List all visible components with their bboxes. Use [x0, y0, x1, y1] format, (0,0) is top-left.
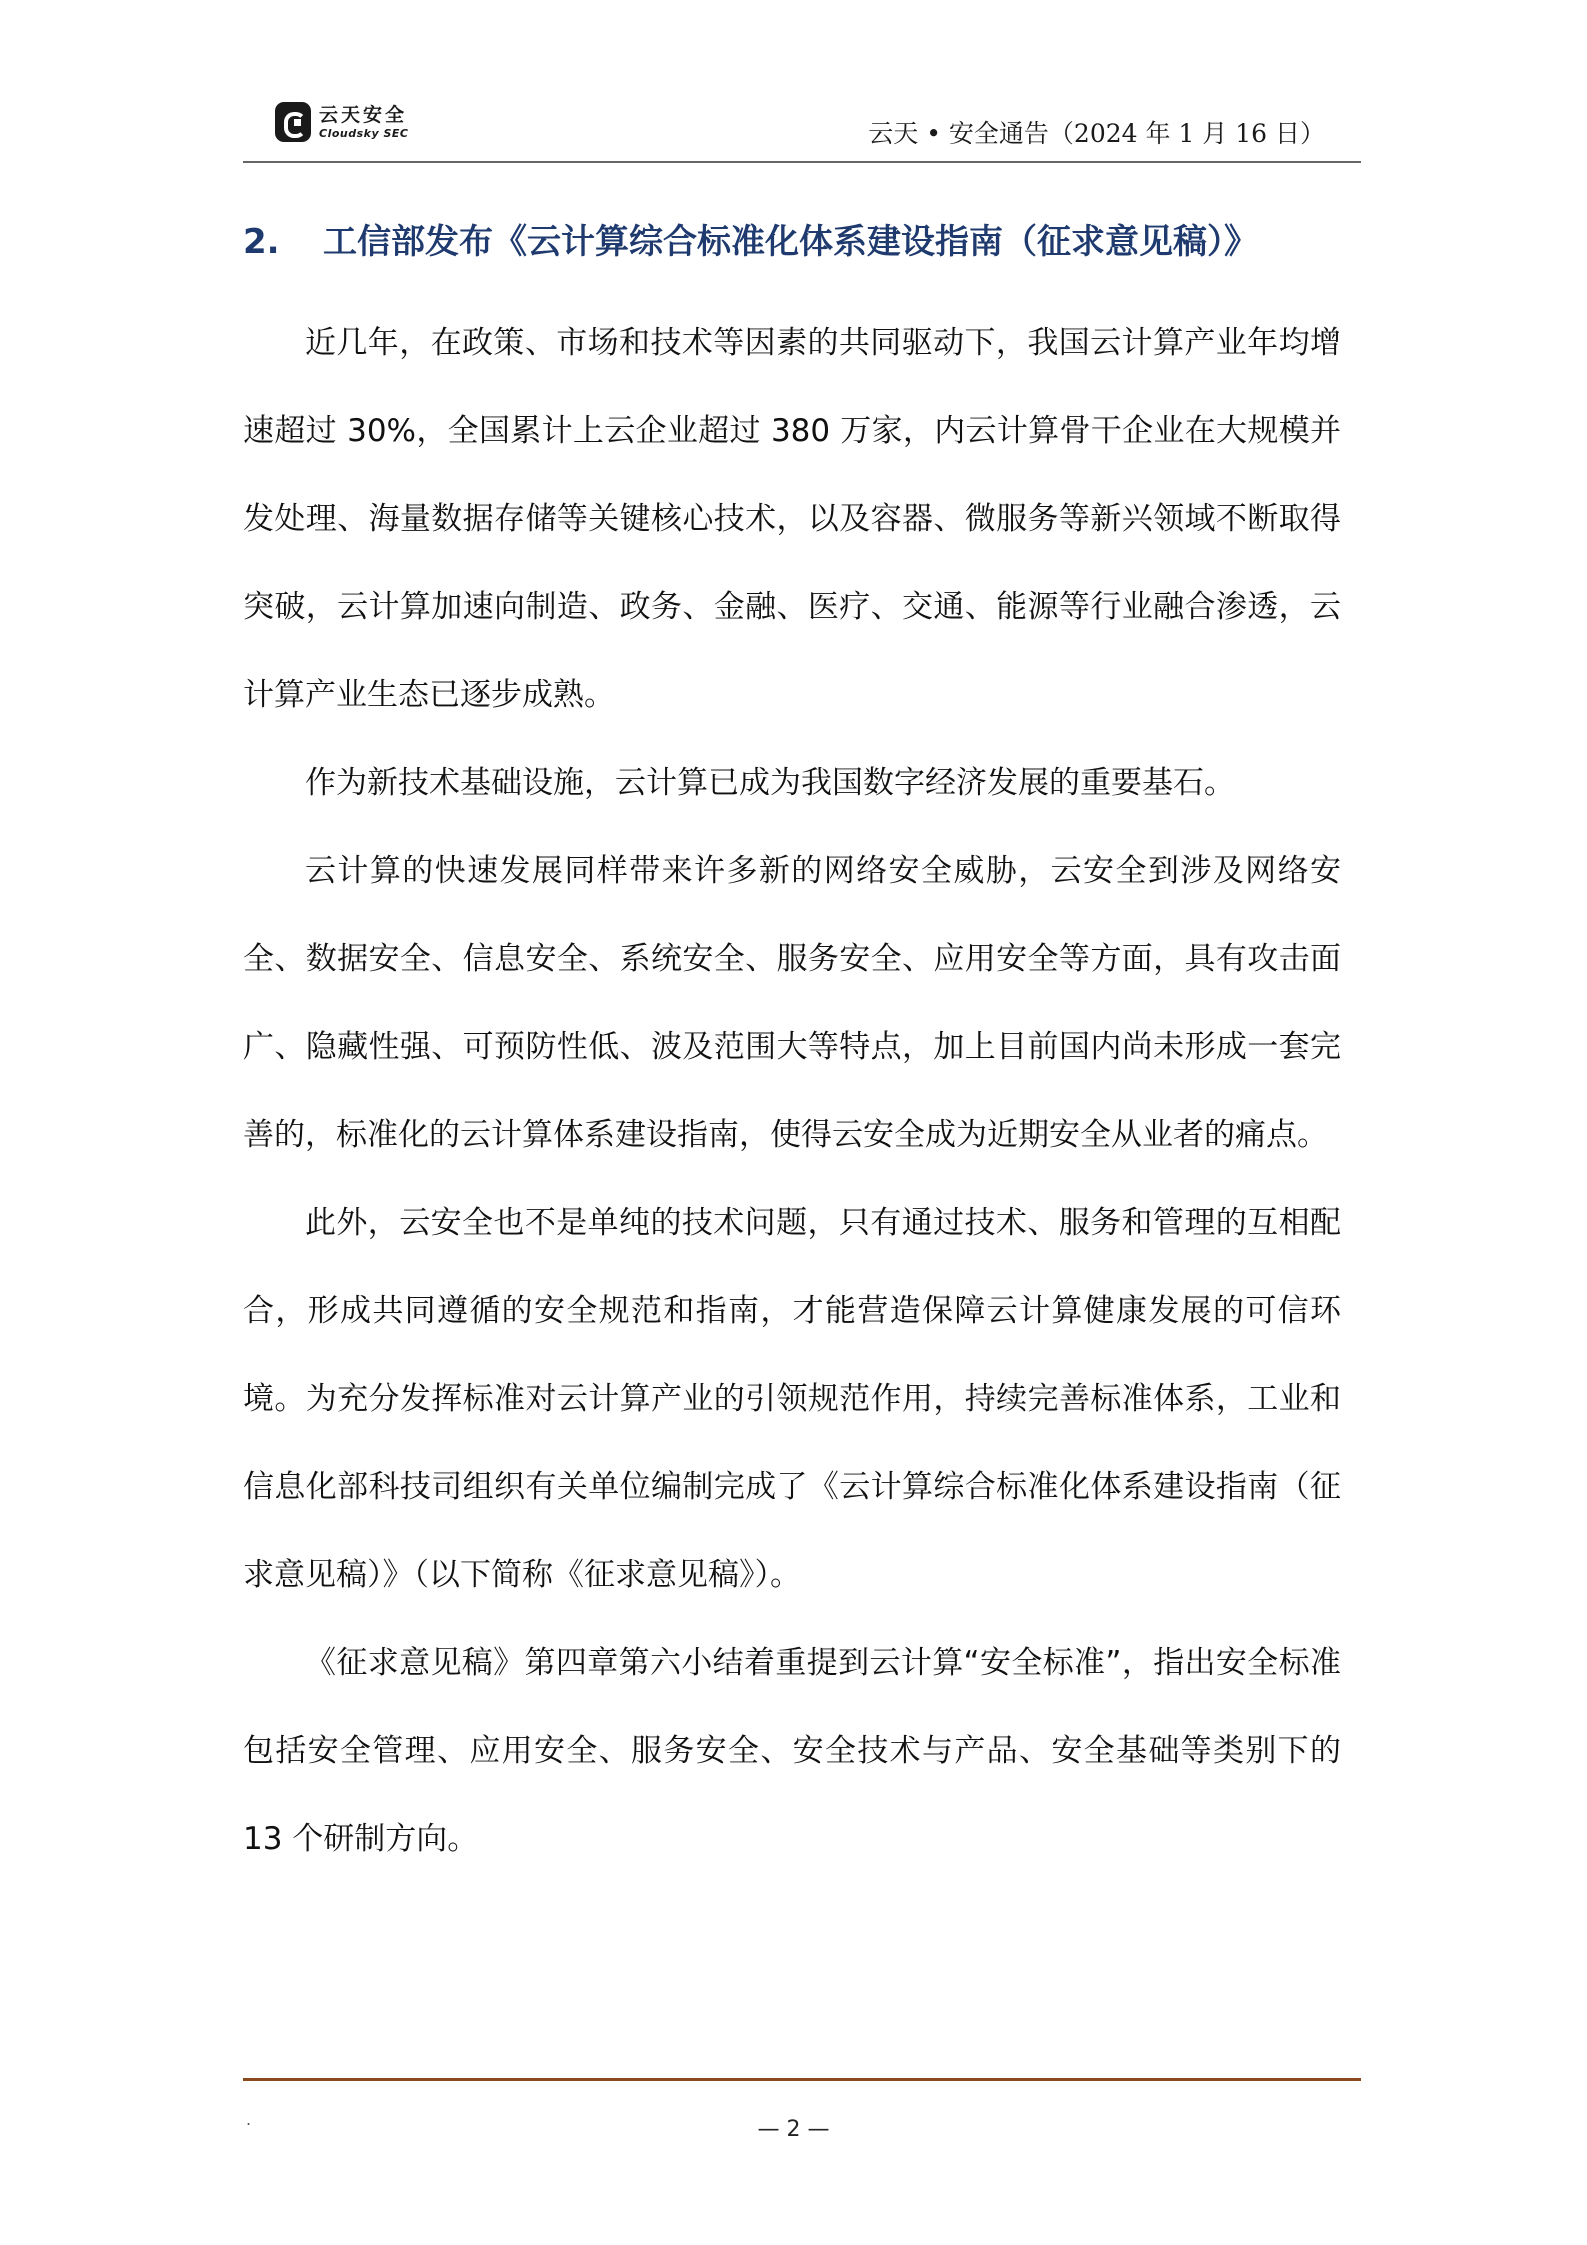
logo-english-name: Cloudsky SEC [319, 126, 409, 140]
section-title: 工信部发布《云计算综合标准化体系建设指南（征求意见稿）》 [323, 222, 1258, 262]
article-body [243, 299, 1341, 1883]
bulletin-title: 云天 • 安全通告（2024 年 1 月 16 日） [868, 119, 1325, 148]
logo-icon [275, 102, 311, 142]
paragraph-1: 近几年，在政策、市场和技术等因素的共同驱动下，我国云计算产业年均增速超过 30%，全国累计上云企业超过 380 万家，内云计算骨干企业在大规模并发处理、海量数据存储等关键核心技术，以及容器、微服务等新兴领域不断取得突破，云计算加速向制造、政务、金融、医疗、交通、能源等行业融合渗透，云计算产业生态已逐步成熟。 [243, 325, 1341, 713]
header-divider [243, 161, 1361, 163]
section-heading [243, 214, 1353, 263]
logo-chinese-name: 云天安全 [319, 103, 408, 126]
paragraph-2: 作为新技术基础设施，云计算已成为我国数字经济发展的重要基石。 [305, 765, 1235, 801]
footer-dot: . [246, 2110, 252, 2129]
logo-text [319, 103, 409, 140]
page-number: — 2 — [757, 2117, 830, 2142]
section-number: 2. [243, 222, 280, 262]
paragraph-3: 云计算的快速发展同样带来许多新的网络安全威胁，云安全到涉及网络安全、数据安全、信息安全、系统安全、服务安全、应用安全等方面，具有攻击面广、隐藏性强、可预防性低、波及范围大等特点，加上目前国内尚未形成一套完善的，标准化的云计算体系建设指南，使得云安全成为近期安全从业者的痛点。 [243, 853, 1341, 1153]
page-header [243, 98, 1361, 160]
cloudsky-logo [275, 98, 408, 146]
footer-divider [243, 2078, 1361, 2081]
paragraph-4: 此外，云安全也不是单纯的技术问题，只有通过技术、服务和管理的互相配合，形成共同遵循的安全规范和指南，才能营造保障云计算健康发展的可信环境。为充分发挥标准对云计算产业的引领规范作用，持续完善标准体系，工业和信息化部科技司组织有关单位编制完成了《云计算综合标准化体系建设指南（征求意见稿）》（以下简称《征求意见稿》）。 [243, 1205, 1341, 1593]
paragraph-5: 《征求意见稿》第四章第六小结着重提到云计算“安全标准”，指出安全标准包括安全管理、应用安全、服务安全、安全技术与产品、安全基础等类别下的 13 个研制方向。 [243, 1645, 1341, 1857]
